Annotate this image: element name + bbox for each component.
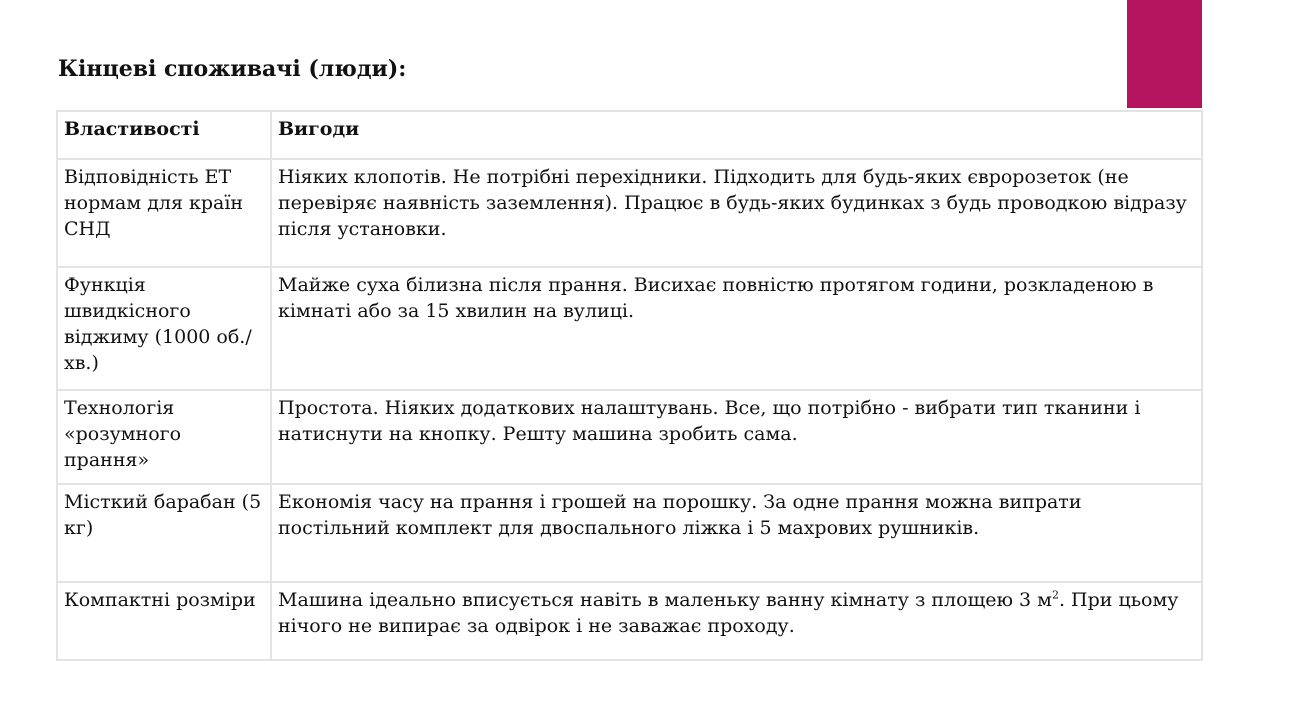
table-row <box>57 267 1202 390</box>
properties-benefits-table <box>56 110 1203 661</box>
benefit-cell: Економія часу на прання і грошей на порошку. За одне прання можна випрати постільний комплект для двоспального ліжка і 5 махрових рушників. <box>271 484 1202 582</box>
accent-decoration <box>1127 0 1202 108</box>
table-row <box>57 484 1202 582</box>
header-benefits: Вигоди <box>271 111 1202 159</box>
table-row <box>57 582 1202 660</box>
header-properties: Властивості <box>57 111 271 159</box>
benefit-cell: Ніяких клопотів. Не потрібні перехідники. Підходить для будь-яких євророзеток (не перевіряє наявність заземлення). Працює в будь-яких будинках з будь проводкою відразу після установки. <box>271 159 1202 267</box>
table-header-row <box>57 111 1202 159</box>
property-cell: Компактні розміри <box>57 582 271 660</box>
benefit-text-part: . При цьому нічого не випирає за одвірок і не заважає проходу. <box>278 589 1179 637</box>
property-cell: Відповідність ЕТ нормам для країн СНД <box>57 159 271 267</box>
superscript-two: 2 <box>1051 588 1059 602</box>
property-cell: Функція швидкісного віджиму (1000 об./хв.) <box>57 267 271 390</box>
property-cell: Технологія «розумного прання» <box>57 390 271 484</box>
benefit-cell: Майже суха білизна після прання. Висихає повністю протягом години, розкладеною в кімнаті або за 15 хвилин на вулиці. <box>271 267 1202 390</box>
benefit-cell: Простота. Ніяких додаткових налаштувань. Все, що потрібно - вибрати тип тканини і натиснути на кнопку. Решту машина зробить сама. <box>271 390 1202 484</box>
table-row <box>57 159 1202 267</box>
slide-title: Кінцеві споживачі (люди): <box>58 56 407 82</box>
table-row <box>57 390 1202 484</box>
benefit-cell <box>271 582 1202 660</box>
benefit-text-part: Машина ідеально вписується навіть в маленьку ванну кімнату з площею 3 м <box>278 589 1052 611</box>
property-cell: Місткий барабан (5 кг) <box>57 484 271 582</box>
